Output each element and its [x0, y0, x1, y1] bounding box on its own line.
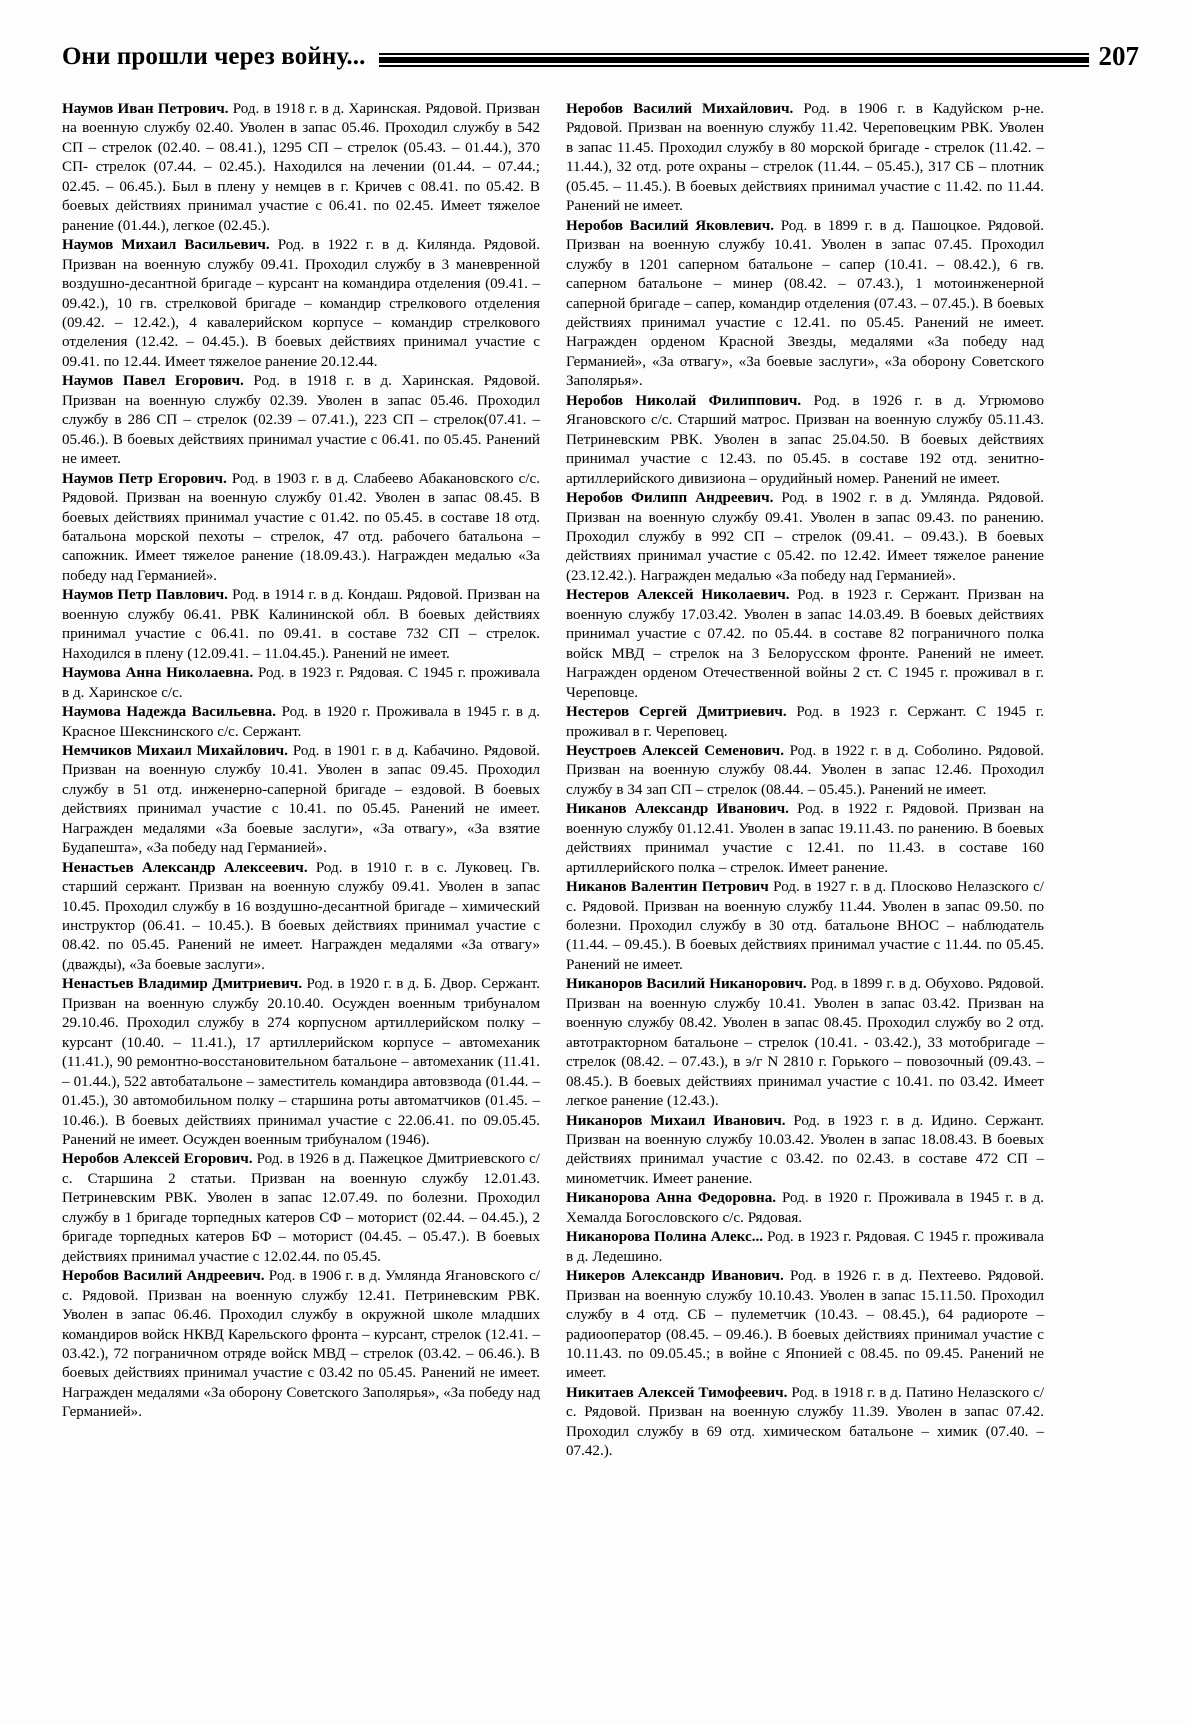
entry-service-record: Род. в 1914 г. в д. Кондаш. Рядовой. Призван на военную службу 06.41. РВК Калининской обл. В боевых действиях принимал участие с 06.41. по 09.41. в составе 732 СП – стрелок. Находился в плену (12.09.41. – 11.04.45.). Ранений не имеет. — [62, 587, 540, 662]
biography-entry — [566, 1267, 1044, 1384]
entry-service-record: Род. в 1920 г. Проживала в 1945 г. в д. Красное Шекснинского с/с. Сержант. — [62, 704, 540, 740]
biography-entry — [62, 372, 540, 469]
entry-person-name: Никеров Александр Иванович. — [566, 1268, 784, 1285]
biography-entry — [62, 1267, 540, 1423]
entry-service-record: Род. в 1903 г. в д. Слабеево Абакановского с/с. Рядовой. Призван на военную службу 01.42. Уволен в запас 08.45. В боевых действиях принимал участие с 01.42. по 05.45. в составе 18 отд. батальона морской пехоты – стрелок, 47 отд. рабочего батальона – сапожник. Имеет тяжелое ранение (18.09.43.). Награжден медалью «За победу над Германией». — [62, 470, 540, 584]
biography-entry — [62, 703, 540, 742]
entry-person-name: Неустроев Алексей Семенович. — [566, 742, 784, 759]
entry-service-record: Род. в 1926 в д. Пажецкое Дмитриевского с/с. Старшина 2 статьи. Призван на военную службу 12.01.43. Петриневским РВК. Уволен в запас 12.07.49. по болезни. Проходил службу в 1 бригаде торпедных катеров СФ – моторист (02.44. – 04.45.), 2 бригаде торпедных катеров БФ – моторист (04.45. – 05.47.). В боевых действиях принимал участие с 12.02.44. по 05.45. — [62, 1151, 541, 1265]
biography-entry — [566, 975, 1044, 1111]
entry-person-name: Ненастьев Александр Алексеевич. — [62, 859, 308, 876]
biography-entry — [566, 1112, 1044, 1190]
header-rule-ornament — [379, 47, 1088, 67]
entry-person-name: Наумов Петр Егорович. — [62, 470, 227, 487]
page-number: 207 — [1098, 40, 1139, 71]
entry-person-name: Неробов Николай Филиппович. — [566, 392, 802, 409]
biography-entry — [566, 703, 1044, 742]
biography-entry — [62, 975, 540, 1150]
entry-service-record: Род. в 1927 г. в д. Плосково Нелазского с/с. Рядовой. Призван на военную службу 11.44. Уволен в запас 09.50. по болезни. Проходил службу в 30 отд. батальоне ВНОС – наблюдатель (11.44. – 09.45.). В боевых действиях принимал участие с 11.44. по 05.45. Ранений не имеет. — [566, 879, 1044, 973]
entry-person-name: Наумов Иван Петрович. — [62, 101, 229, 117]
entry-service-record: Род. в 1926 г. в д. Угрюмово Ягановского с/с. Старший матрос. Призван на военную службу 05.11.43. Петриневским РВК. Уволен в запас 25.04.50. В боевых действиях принимал участие с 12.43. по 05.45. в составе 192 отд. зенитно-артиллерийского дивизиона – орудийный номер. Ранений не имеет. — [566, 392, 1044, 487]
header-rule-thin-bottom — [379, 65, 1088, 67]
biography-entry — [566, 742, 1044, 800]
entry-service-record: Род. в 1906 г. в д. Умлянда Ягановского с/с. Рядовой. Призван на военную службу 12.41. Петриневским РВК. Уволен в запас 06.46. Проходил службу в окружной школе младших командиров войск НКВД Карельского фронта – курсант, стрелок (12.41. – 03.42.), 72 пограничном отряде войск МВД – стрелок (03.42. – 06.46.). В боевых действиях принимал участие с 03.42 по 05.45. Ранений не имеет. Награжден медалями «За оборону Советского Заполярья», «За победу над Германией». — [62, 1268, 540, 1421]
biography-entry — [566, 1384, 1044, 1462]
entry-service-record: Род. в 1899 г. в д. Обухово. Рядовой. Призван на военную службу 10.41. Уволен в запас 03.42. Призван на военную службу 08.42. Уволен в запас 08.45. Проходил службу во 2 отд. автотракторном батальоне – стрелок (10.41. - 03.42.), 33 мотобригаде – стрелок (08.42. – 07.43.), в э/г N 2810 г. Горького – повозочный (09.43. – 08.45.). В боевых действиях принимал участие с 10.41. по 03.42. Имеет легкое ранение (12.43.). — [566, 976, 1044, 1110]
body-columns — [62, 100, 1138, 1680]
biography-entry — [566, 100, 1044, 217]
entry-service-record: Род. в 1906 г. в Кадуйском р-не. Рядовой. Призван на военную службу 11.42. Череповецким РВК. Уволен в запас 11.45. Проходил службу в 80 морской бригаде - стрелок (11.42. – 11.44.), 32 отд. роте охраны – стрелок (11.44. – 05.45.), 317 СБ – плотник (05.45. – 11.45.). В боевых действиях принимал участие с 11.42. по 11.44. Ранений не имеет. — [566, 101, 1044, 215]
entry-person-name: Наумов Павел Егорович. — [62, 373, 244, 390]
entry-person-name: Никанорова Полина Алекс... — [566, 1229, 764, 1246]
header-rule-thin-top — [379, 53, 1088, 55]
entry-person-name: Наумов Петр Павлович. — [62, 587, 228, 604]
biography-entry — [566, 489, 1044, 586]
biography-entry — [566, 392, 1044, 489]
entry-person-name: Наумова Надежда Васильевна. — [62, 704, 277, 721]
entry-service-record: Род. в 1923 г. Сержант. С 1945 г. проживал в г. Череповец. — [566, 704, 1045, 740]
entry-service-record: Род. в 1923 г. Рядовая. С 1945 г. проживала в д. Харинское с/с. — [62, 665, 540, 701]
entry-person-name: Наумова Анна Николаевна. — [62, 665, 254, 682]
entry-person-name: Никанорова Анна Федоровна. — [566, 1190, 777, 1207]
entry-service-record: Род. в 1922 г. Рядовой. Призван на военную службу 01.12.41. Уволен в запас 19.11.43. по ранению. В боевых действиях принимал участие с 12.41. по 11.43. в составе 160 артиллерийского полка – стрелок. Имеет ранение. — [566, 801, 1044, 876]
entry-service-record: Род. в 1910 г. в с. Луковец. Гв. старший сержант. Призван на военную службу 09.41. Уволен в запас 10.45. Проходил службу в 16 воздушно-десантной бригаде – химический инструктор (06.41. – 10.45.). В боевых действиях принимал участие с 08.42. по 05.45. Ранений не имеет. Награжден медалями «За отвагу» (дважды), «За боевые заслуги». — [62, 859, 540, 973]
entry-service-record: Род. в 1926 г. в д. Пехтеево. Рядовой. Призван на военную службу 10.10.43. Уволен в запас 15.11.50. Проходил службу в 4 отд. СБ – пулеметчик (10.43. – 08.45.), 64 радиороте – радиооператор (08.45. – 09.46.). В боевых действиях принимал участие с 10.11.43. по 09.05.45.; в войне с Японией с 08.45. по 09.45. Ранений не имеет. — [566, 1268, 1045, 1382]
entry-service-record: Род. в 1918 г. в д. Патино Нелазского с/с. Рядовой. Призван на военную службу 11.39. Уволен в запас 07.42. Проходил службу в 69 отд. химическом батальоне – химик (07.40. – 07.42.). — [566, 1384, 1045, 1460]
entry-service-record: Род. в 1923 г. Рядовая. С 1945 г. проживала в д. Ледешино. — [566, 1229, 1044, 1265]
entry-person-name: Немчиков Михаил Михайлович. — [62, 742, 288, 759]
entry-service-record: Род. в 1920 г. Проживала в 1945 г. в д. Хемалда Богословского с/с. Рядовая. — [566, 1190, 1044, 1226]
entry-service-record: Род. в 1918 г. в д. Харинская. Рядовой. Призван на военную службу 02.39. Уволен в запас 05.46. Проходил службу в 286 СП – стрелок (02.39 – 07.41.), 223 СП – стрелок(07.41. – 05.46.). В боевых действиях принимал участие с 06.41. по 05.45. Ранений не имеет. — [62, 373, 541, 468]
biography-entry — [62, 859, 540, 976]
entry-service-record: Род. в 1923 г. в д. Идино. Сержант. Призван на военную службу 10.03.42. Уволен в запас 18.08.43. В боевых действиях принимал участие с 03.42. по 02.43. в составе 472 СП – минометчик. Имеет ранение. — [566, 1112, 1045, 1187]
running-head — [62, 34, 1139, 80]
entry-person-name: Ненастьев Владимир Дмитриевич. — [62, 976, 303, 993]
entry-service-record: Род. в 1920 г. в д. Б. Двор. Сержант. Призван на военную службу 20.10.40. Осужден военным трибуналом 29.10.46. Проходил службу в 274 корпусном артиллерийском полку – курсант (10.40. – 11.41.), 17 артиллерийском корпусе – автомеханик (11.41.), 90 ремонтно-восстановительном батальоне – автомеханик (11.41. – 01.44.), 522 автобатальоне – заместитель командира автовзвода (01.44. – 01.45.), 30 автомобильном полку – старшина роты автоматчиков (01.45. – 10.46.). В боевых действиях принимал участие с 22.06.41. по 09.05.45. Ранений не имеет. Осужден военным трибуналом (1946). — [62, 976, 541, 1149]
running-head-title: Они прошли через войну... — [62, 42, 366, 70]
biography-entry — [62, 100, 540, 236]
biography-entry — [62, 586, 540, 664]
entry-person-name: Неробов Филипп Андреевич. — [566, 490, 774, 507]
entry-person-name: Неробов Василий Яковлевич. — [566, 217, 775, 234]
biography-entry — [566, 878, 1044, 975]
biography-entry — [62, 1150, 540, 1267]
entry-service-record: Род. в 1922 г. в д. Килянда. Рядовой. Призван на военную службу 09.41. Проходил службу в 3 маневренной воздушно-десантной бригаде – курсант на командира отделения (09.41. – 09.42.), 10 гв. стрелковой бригаде – командир стрелкового отделения (09.42. – 12.42.), 4 кавалерийском корпусе – командир стрелкового отделения (12.42. – 04.45.). В боевых действиях принимал участие с 09.41. по 12.44. Имеет тяжелое ранение 20.12.44. — [62, 237, 540, 370]
entry-person-name: Нестеров Сергей Дмитриевич. — [566, 704, 787, 721]
entry-service-record: Род. в 1918 г. в д. Харинская. Рядовой. Призван на военную службу 02.40. Уволен в запас 05.46. Проходил службу в 542 СП – стрелок (02.40. – 08.41.), 1295 СП – стрелок (05.43. – 01.44.), 370 СП- стрелок (07.44. – 02.45.). Находился на лечении (01.44. – 07.44.; 02.45. – 06.45.). Был в плену у немцев в г. Кричев с 08.41. по 05.42. В боевых действиях принимал участие с 06.41. по 02.45. Имеет тяжелое ранение (01.44.), легкое (02.45.). — [62, 101, 540, 234]
biography-entry — [566, 586, 1044, 703]
entry-service-record: Род. в 1899 г. в д. Пашоцкое. Рядовой. Призван на военную службу 10.41. Уволен в запас 07.45. Проходил службу в 1201 саперном батальоне – сапер (10.41. – 08.42.), 6 гв. саперном батальоне – минер (08.42. – 07.43.), 1 мотоинженерной саперной бригаде – сапер, командир отделения (07.43. – 07.45.). В боевых действиях принимал участие с 12.41. по 05.45. Ранений не имеет. Награжден орденом Красной Звезды, медалями «За победу над Германией», «За отвагу», «За боевые заслуги», «За оборону Советского Заполярья». — [566, 217, 1044, 390]
entry-person-name: Неробов Василий Андреевич. — [62, 1268, 265, 1285]
entry-person-name: Неробов Алексей Егорович. — [62, 1151, 253, 1168]
column-left — [62, 100, 540, 1680]
entry-service-record: Род. в 1922 г. в д. Соболино. Рядовой. Призван на военную службу 08.44. Уволен в запас 12.46. Проходил службу в 34 зап СП – стрелок (08.44. – 05.45.). Ранений не имеет. — [566, 742, 1044, 798]
entry-person-name: Наумов Михаил Васильевич. — [62, 237, 270, 254]
biography-entry — [62, 236, 540, 372]
entry-person-name: Никаноров Василий Никанорович. — [566, 976, 807, 993]
biography-entry — [566, 1189, 1044, 1228]
entry-person-name: Никанов Валентин Петрович — [566, 879, 769, 896]
biography-entry — [62, 470, 540, 587]
entry-service-record: Род. в 1902 г. в д. Умлянда. Рядовой. Призван на военную службу 09.41. Уволен в запас 09.43. по ранению. Проходил службу в 992 СП – стрелок (09.41. – 09.43.). В боевых действиях принимал участие с 05.42. по 12.42. Имеет тяжелое ранение (23.12.42.). Награжден медалью «За победу над Германией». — [566, 490, 1044, 584]
biography-entry — [566, 1228, 1044, 1267]
entry-person-name: Никанов Александр Иванович. — [566, 801, 789, 818]
biography-entry — [62, 742, 540, 859]
entry-service-record: Род. в 1923 г. Сержант. Призван на военную службу 17.03.42. Уволен в запас 14.03.49. В боевых действиях принимал участие с 07.42. по 05.44. в составе 82 пограничного полка войск МВД – стрелок на 3 Белорусском фронте. Ранений не имеет. Награжден орденом Отечественной войны 2 ст. С 1945 г. проживал в г. Череповце. — [566, 587, 1045, 701]
biography-entry — [566, 217, 1044, 392]
header-rule-thick — [379, 57, 1088, 63]
entry-person-name: Неробов Василий Михайлович. — [566, 101, 794, 117]
entry-person-name: Нестеров Алексей Николаевич. — [566, 587, 790, 604]
biography-entry — [566, 800, 1044, 878]
biography-entry — [62, 664, 540, 703]
entry-service-record: Род. в 1901 г. в д. Кабачино. Рядовой. Призван на военную службу 10.41. Уволен в запас 09.45. Проходил службу в 51 отд. инженерно-саперной бригаде – ездовой. В боевых действиях принимал участие с 10.41. по 05.45. Ранений не имеет. Награжден медалями «За боевые заслуги», «За отвагу», «За взятие Будапешта», «За победу над Германией». — [62, 742, 540, 857]
entry-person-name: Никитаев Алексей Тимофеевич. — [566, 1384, 788, 1401]
column-right — [566, 100, 1044, 1680]
entry-person-name: Никаноров Михаил Иванович. — [566, 1112, 786, 1129]
